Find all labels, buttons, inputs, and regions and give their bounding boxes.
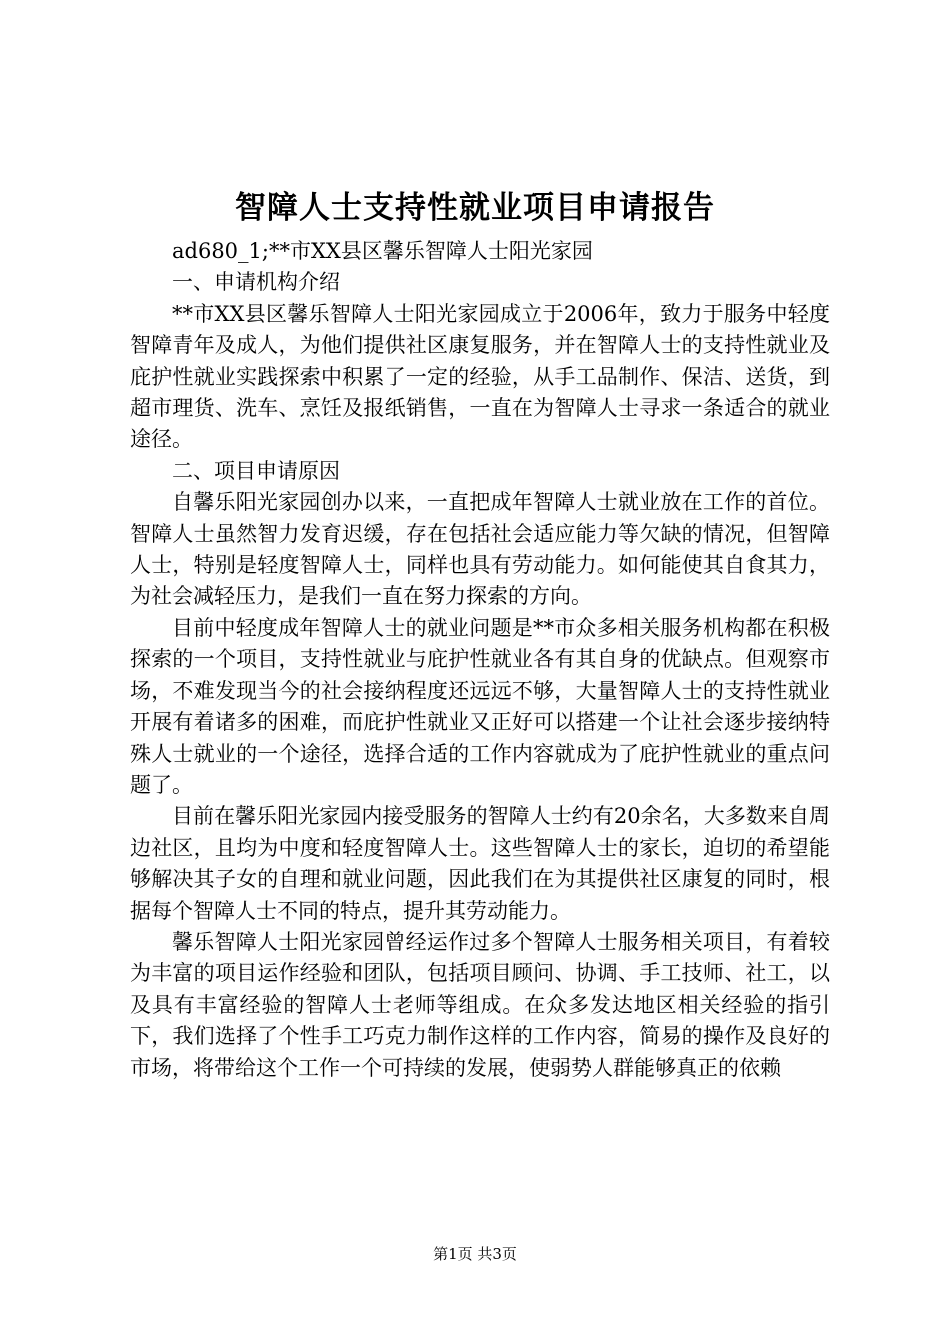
section-heading-organization-intro: 一、申请机构介绍	[172, 270, 340, 295]
paragraph-organization-name: ad680_1;**市XX县区馨乐智障人士阳光家园	[172, 239, 593, 263]
paragraph-organization-intro: **市XX县区馨乐智障人士阳光家园成立于2006年，致力于服务中轻度智障青年及成人，为他们提供社区康复服务，并在智障人士的支持性就业及庇护性就业实践探索中积累了一定的经验，从手工品制作、保洁、送货，到超市理货、洗车、烹饪及报纸销售，一直在为智障人士寻求一条适合的就业途径。	[130, 301, 830, 452]
document-body	[130, 236, 830, 1084]
section-heading-application-reason: 二、项目申请原因	[172, 458, 340, 483]
page-number: 第1页 共3页	[433, 1245, 517, 1263]
paragraph-reason-2: 目前中轻度成年智障人士的就业问题是**市众多相关服务机构都在积极探索的一个项目，支持性就业与庇护性就业各有其自身的优缺点。但观察市场，不难发现当今的社会接纳程度还远远不够，大量智障人士的支持性就业开展有着诸多的困难，而庇护性就业又正好可以搭建一个让社会逐步接纳特殊人士就业的一个途径，选择合适的工作内容就成为了庇护性就业的重点问题了。	[130, 615, 830, 797]
paragraph-reason-1: 自馨乐阳光家园创办以来，一直把成年智障人士就业放在工作的首位。智障人士虽然智力发育迟缓，存在包括社会适应能力等欠缺的情况，但智障人士，特别是轻度智障人士，同样也具有劳动能力。如何能使其自食其力，为社会减轻压力，是我们一直在努力探索的方向。	[130, 490, 830, 609]
paragraph-reason-3: 目前在馨乐阳光家园内接受服务的智障人士约有20余名，大多数来自周边社区，且均为中度和轻度智障人士。这些智障人士的家长，迫切的希望能够解决其子女的自理和就业问题，因此我们在为其提供社区康复的同时，根据每个智障人士不同的特点，提升其劳动能力。	[130, 804, 830, 923]
document-title: 智障人士支持性就业项目申请报告	[235, 190, 715, 226]
paragraph-reason-4: 馨乐智障人士阳光家园曾经运作过多个智障人士服务相关项目，有着较为丰富的项目运作经验和团队，包括项目顾问、协调、手工技师、社工，以及具有丰富经验的智障人士老师等组成。在众多发达地区相关经验的指引下，我们选择了个性手工巧克力制作这样的工作内容，简易的操作及良好的市场，将带给这个工作一个可持续的发展，使弱势人群能够真正的依赖	[130, 929, 830, 1080]
